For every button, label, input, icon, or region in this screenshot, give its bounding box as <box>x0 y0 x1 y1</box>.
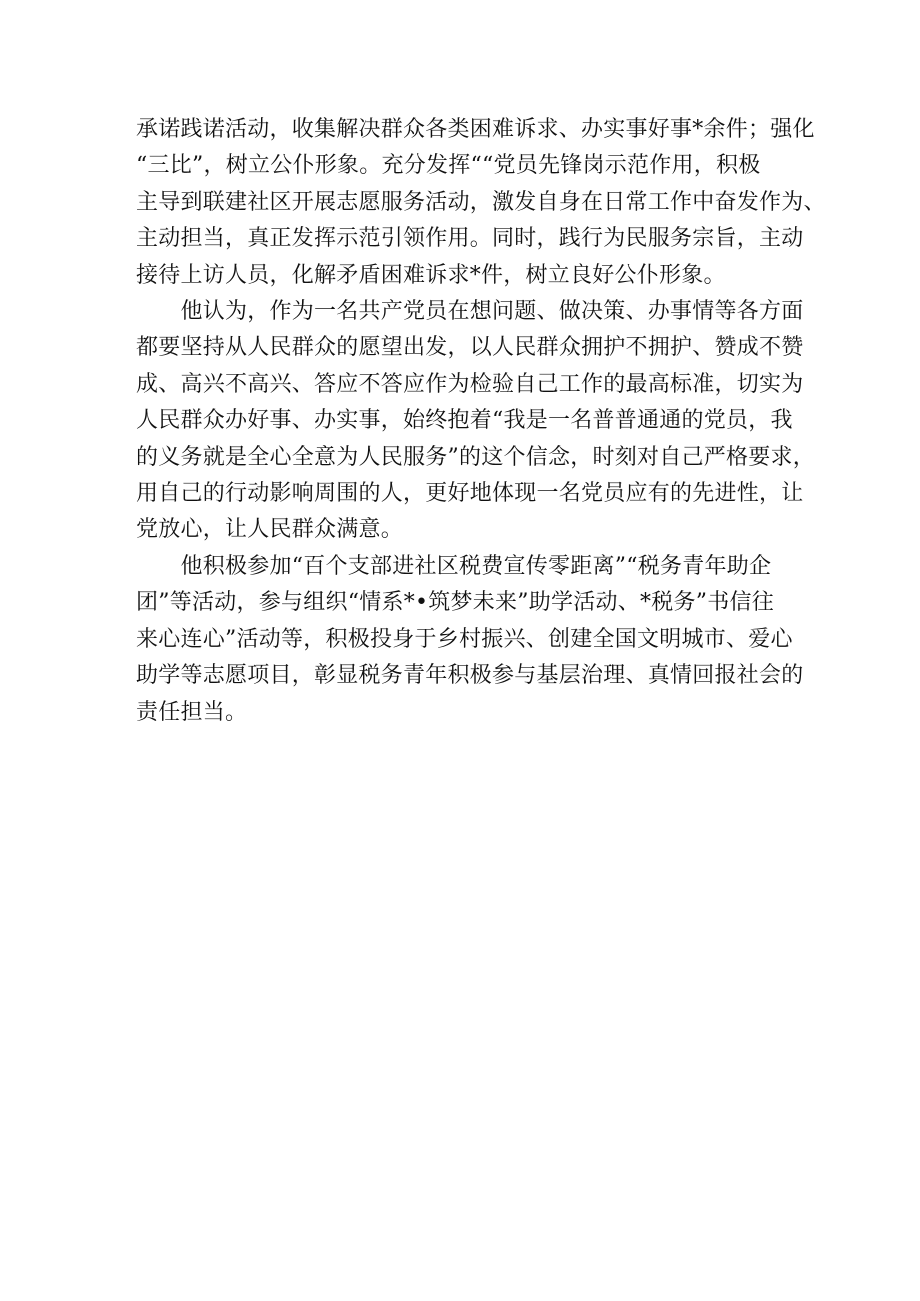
paragraph-line: 他认为，作为一名共产党员在想问题、做决策、办事情等各方面 <box>136 299 804 325</box>
paragraph-line: 用自己的行动影响周围的人，更好地体现一名党员应有的先进性，让 <box>136 481 804 507</box>
paragraph-1 <box>136 112 826 294</box>
paragraph-line: 承诺践诺活动，收集解决群众各类困难诉求、办实事好事*余件；强化 <box>136 117 815 142</box>
paragraph-line: “三比”，树立公仆形象。充分发挥““党员先锋岗示范作用，积极 <box>136 153 761 179</box>
paragraph-line: 成、高兴不高兴、答应不答应作为检验自己工作的最高标准，切实为 <box>136 371 804 397</box>
paragraph-line: 党放心，让人民群众满意。 <box>136 517 404 543</box>
document-body <box>136 112 826 731</box>
paragraph-line: 他积极参加“百个支部进社区税费宣传零距离”“税务青年助企 <box>136 553 772 579</box>
paragraph-line: 的义务就是全心全意为人民服务”的这个信念，时刻对自己严格要求， <box>136 444 815 470</box>
paragraph-line: 接待上访人员，化解矛盾困难诉求*件，树立良好公仆形象。 <box>136 262 726 288</box>
paragraph-line: 主动担当，真正发挥示范引领作用。同时，践行为民服务宗旨，主动 <box>136 226 804 252</box>
paragraph-line: 主导到联建社区开展志愿服务活动，激发自身在日常工作中奋发作为、 <box>136 189 826 215</box>
paragraph-line: 都要坚持从人民群众的愿望出发，以人民群众拥护不拥护、赞成不赞 <box>136 335 804 361</box>
paragraph-line: 团”等活动，参与组织“情系*•筑梦未来”助学活动、*税务”书信往 <box>136 590 774 616</box>
paragraph-line: 人民群众办好事、办实事，始终抱着“我是一名普普通通的党员，我 <box>136 408 793 434</box>
paragraph-line: 来心连心”活动等，积极投身于乡村振兴、创建全国文明城市、爱心 <box>136 626 793 652</box>
paragraph-2 <box>136 294 815 549</box>
paragraph-line: 助学等志愿项目，彰显税务青年积极参与基层治理、真情回报社会的 <box>136 663 804 689</box>
paragraph-3 <box>136 549 804 731</box>
paragraph-line: 责任担当。 <box>136 699 248 725</box>
